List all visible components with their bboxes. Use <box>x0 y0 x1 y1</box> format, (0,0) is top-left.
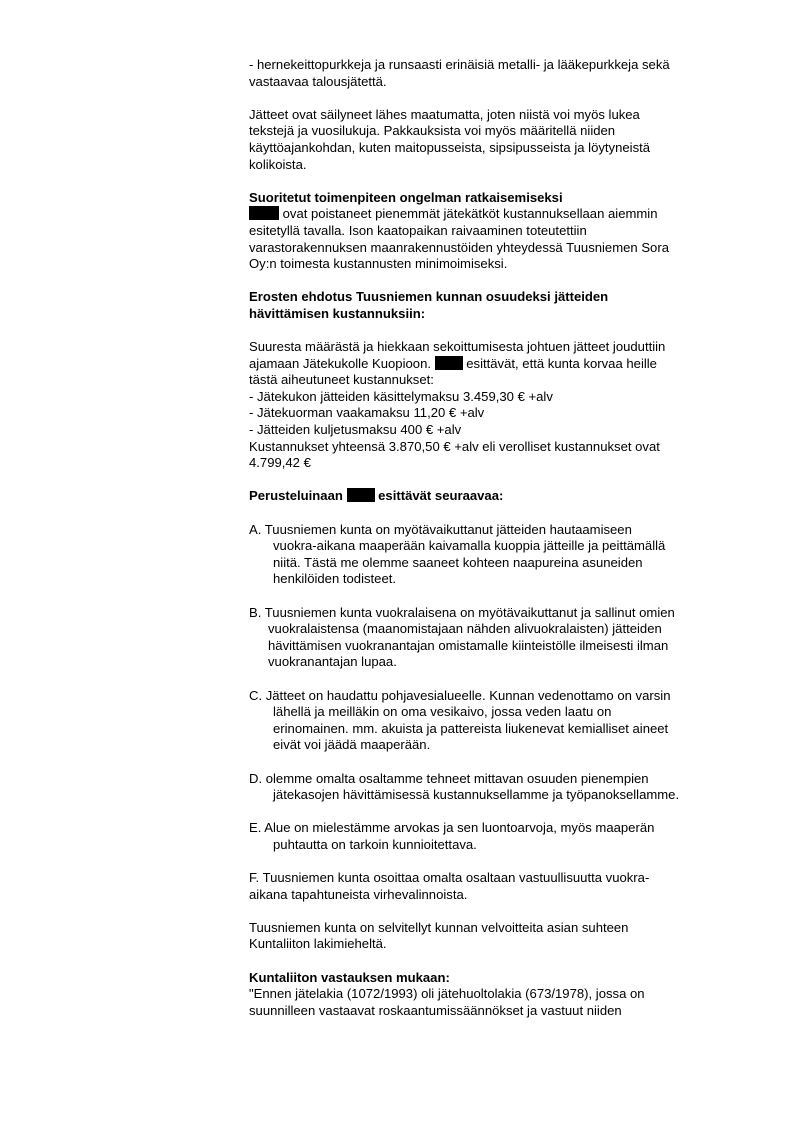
list-item <box>249 771 731 804</box>
text-line: puhtautta on tarkoin kunnioitettava. <box>273 836 477 852</box>
section-heading: Erosten ehdotus Tuusniemen kunnan osuudeksi jätteiden <box>249 289 609 305</box>
text-line: jätekasojen hävittämisessä kustannuksellamme ja työpanoksellamme. <box>273 787 680 803</box>
section-heading: Kuntaliiton vastauksen mukaan: <box>249 969 450 985</box>
section-grounds-heading <box>249 488 731 505</box>
text-line: Oy:n toimesta kustannusten minimoimiseksi. <box>249 256 508 272</box>
text-line: erinomainen. mm. akuista ja pattereista liukenevat kemialliset aineet <box>273 720 669 736</box>
text-line <box>249 206 731 223</box>
text-line: E. Alue on mielestämme arvokas ja sen luontoarvoja, myös maaperän <box>249 820 655 836</box>
text-line: lähellä ja meilläkin on oma vesikaivo, jossa veden laatu on <box>273 704 612 720</box>
section-heading: hävittämisen kustannuksiin: <box>249 305 426 321</box>
list-item <box>249 605 731 671</box>
text-line: kolikoista. <box>249 156 307 172</box>
text-line: - hernekeittopurkkeja ja runsaasti erinäisiä metalli- ja lääkepurkkeja sekä <box>249 57 670 72</box>
text-fragment: esittävät, että kunta korvaa heille <box>462 355 657 371</box>
text-line: käyttöajankohdan, kuten maitopusseista, sipsipusseista ja löytyneistä <box>249 139 651 155</box>
text-line: henkilöiden todisteet. <box>273 571 397 587</box>
redaction-bar <box>249 206 279 220</box>
text-line: suunnilleen vastaavat roskaantumissäännökset ja vastuut niiden <box>249 1002 622 1018</box>
list-item <box>249 820 731 853</box>
text-line: Kuntaliiton lakimieheltä. <box>249 936 387 952</box>
text-line: 4.799,42 € <box>249 455 311 471</box>
paragraph-responsibility <box>249 870 731 903</box>
redaction-bar <box>347 488 375 502</box>
text-line: D. olemme omalta osaltamme tehneet mittavan osuuden pienempien <box>249 770 649 786</box>
text-line: aikana tapahtuneista virhevalinnoista. <box>249 886 468 902</box>
redaction-bar <box>435 356 463 370</box>
cost-line: - Jätteiden kuljetusmaksu 400 € +alv <box>249 422 462 438</box>
cost-line: - Jätekukon jätteiden käsittelymaksu 3.459,30 € +alv <box>249 388 553 404</box>
text-line: Suuresta määrästä ja hiekkaan sekoittumisesta johtuen jätteet jouduttiin <box>249 339 666 355</box>
text-line: vuokralaistensa (maanomistajaan nähden alivuokralaisten) jätteiden <box>268 621 662 637</box>
text-line <box>249 356 731 373</box>
list-item <box>249 522 731 588</box>
text-line: tästä aiheutuneet kustannukset: <box>249 372 434 388</box>
section-measures <box>249 190 731 273</box>
text-line: B. Tuusniemen kunta vuokralaisena on myötävaikuttanut ja sallinut omien <box>249 604 675 620</box>
section-proposal-heading <box>249 289 731 322</box>
text-line: F. Tuusniemen kunta osoittaa omalta osaltaan vastuullisuutta vuokra- <box>249 870 650 886</box>
text-fragment: ajamaan Jätekukolle Kuopioon. <box>249 355 435 371</box>
section-kuntaliitto <box>249 970 731 1020</box>
section-heading: Suoritetut toimenpiteen ongelman ratkaisemiseksi <box>249 189 563 205</box>
text-line: niitä. Tästä me olemme saaneet kohteen naapureina asuneiden <box>273 554 643 570</box>
text-fragment: Perusteluinaan <box>249 488 347 504</box>
text-line: tekstejä ja vuosilukuja. Pakkauksista voi myös määritellä niiden <box>249 123 616 139</box>
text-line: esitetyllä tavalla. Ison kaatopaikan raivaaminen toteutettiin <box>249 222 587 238</box>
section-proposal-body <box>249 339 731 472</box>
text-line: "Ennen jätelakia (1072/1993) oli jätehuoltolakia (673/1978), jossa on <box>249 986 645 1002</box>
text-fragment: esittävät seuraavaa: <box>374 488 504 504</box>
paragraph-packaging <box>249 57 731 90</box>
text-fragment: ovat poistaneet pienemmät jätekätköt kustannuksellaan aiemmin <box>279 206 658 222</box>
paragraph-clarified <box>249 920 731 953</box>
text-line: A. Tuusniemen kunta on myötävaikuttanut jätteiden hautaamiseen <box>249 521 632 537</box>
text-line: C. Jätteet on haudattu pohjavesialueelle. Kunnan vedenottamo on varsin <box>249 687 671 703</box>
text-line: varastorakennuksen maanrakennustöiden yhteydessä Tuusniemen Sora <box>249 239 669 255</box>
text-line: vuokranantajan lupaa. <box>268 654 397 670</box>
text-line: vastaavaa talousjätettä. <box>249 73 387 89</box>
paragraph-preservation <box>249 107 731 173</box>
cost-line: - Jätekuorman vaakamaksu 11,20 € +alv <box>249 405 485 421</box>
text-line: vuokra-aikana maaperään kaivamalla kuoppia jätteille ja peittämällä <box>273 538 666 554</box>
list-item <box>249 688 731 754</box>
text-line: Jätteet ovat säilyneet lähes maatumatta, joten niistä voi myös lukea <box>249 106 640 122</box>
text-line: Kustannukset yhteensä 3.870,50 € +alv eli verolliset kustannukset ovat <box>249 438 660 454</box>
text-line: eivät voi jäädä maaperään. <box>273 737 431 753</box>
section-heading <box>249 488 731 505</box>
document-page <box>249 57 731 1036</box>
text-line: Tuusniemen kunta on selvitellyt kunnan velvoitteita asian suhteen <box>249 919 629 935</box>
text-line: hävittämisen vuokranantajan omistamalle kiinteistölle ilmeisesti ilman <box>268 637 669 653</box>
